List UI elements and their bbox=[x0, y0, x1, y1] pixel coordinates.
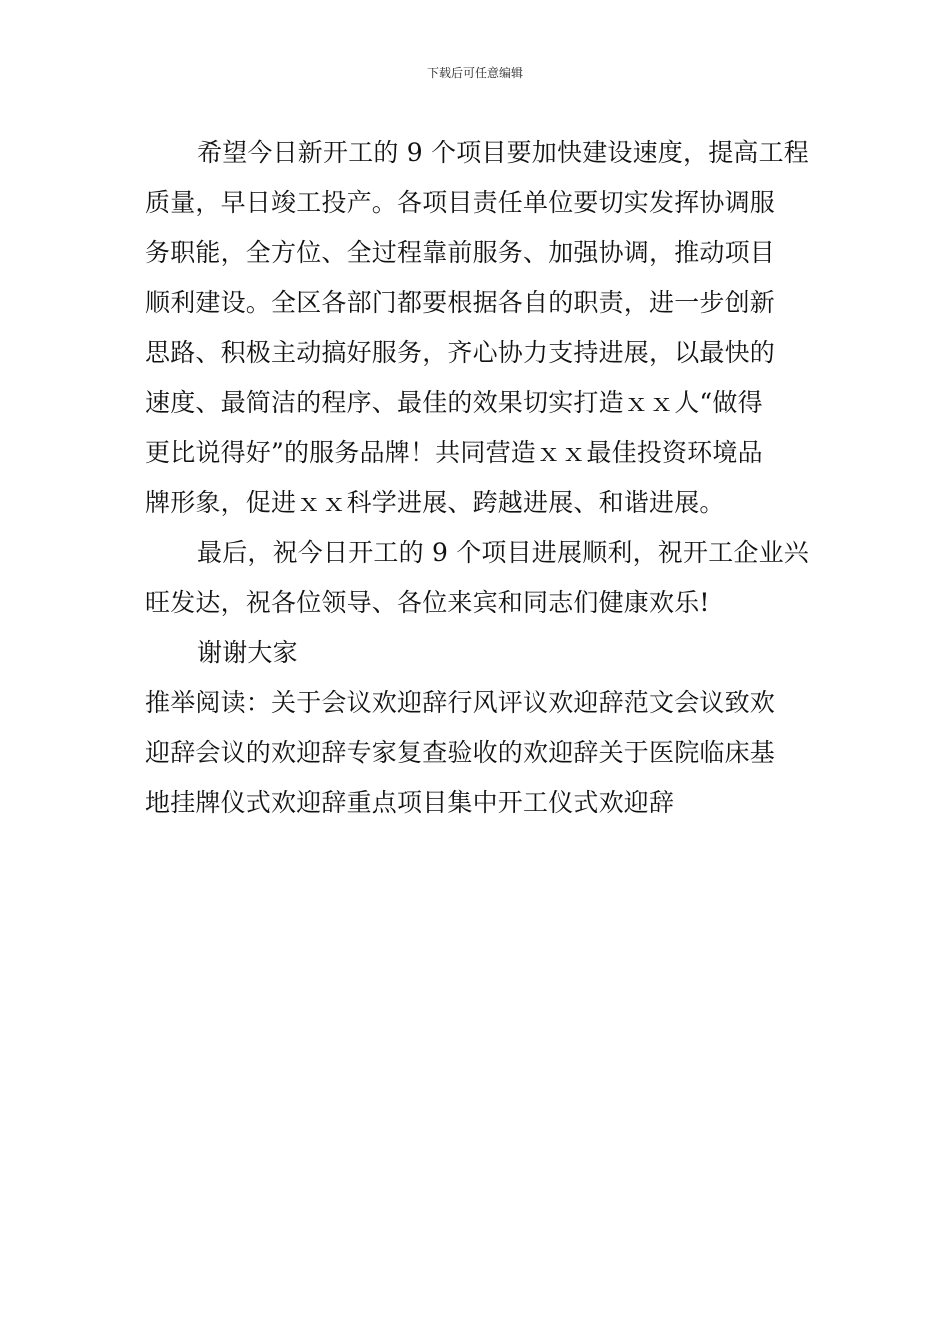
paragraph-line: 希望今日新开工的 9 个项目要加快建设速度，提高工程 bbox=[197, 138, 810, 167]
paragraph-line: 牌形象，促进ｘｘ科学进展、跨越进展、和谐进展。 bbox=[145, 488, 725, 517]
paragraph-3 bbox=[145, 628, 810, 678]
recommended-reading-line: 推举阅读：关于会议欢迎辞行风评议欢迎辞范文会议致欢 bbox=[145, 688, 776, 717]
paragraph-line: 务职能，全方位、全过程靠前服务、加强协调，推动项目 bbox=[145, 238, 776, 267]
paragraph-1 bbox=[145, 128, 810, 528]
paragraph-line: 质量，早日竣工投产。各项目责任单位要切实发挥协调服 bbox=[145, 188, 776, 217]
paragraph-line: 思路、积极主动搞好服务，齐心协力支持进展，以最快的 bbox=[145, 338, 776, 367]
recommended-reading bbox=[145, 678, 810, 828]
paragraph-line: 速度、最简洁的程序、最佳的效果切实打造ｘｘ人“做得 bbox=[145, 388, 763, 417]
document-body bbox=[145, 128, 810, 828]
paragraph-line: 更比说得好”的服务品牌！共同营造ｘｘ最佳投资环境品 bbox=[145, 438, 763, 467]
paragraph-line: 旺发达，祝各位领导、各位来宾和同志们健康欢乐! bbox=[145, 588, 710, 617]
closing-line: 谢谢大家 bbox=[197, 638, 298, 667]
paragraph-line: 顺利建设。全区各部门都要根据各自的职责，进一步创新 bbox=[145, 288, 776, 317]
paragraph-2 bbox=[145, 528, 810, 628]
page-header: 下载后可任意编辑 bbox=[426, 66, 523, 80]
recommended-reading-line: 迎辞会议的欢迎辞专家复查验收的欢迎辞关于医院临床基 bbox=[145, 738, 776, 767]
paragraph-line: 最后，祝今日开工的 9 个项目进展顺利，祝开工企业兴 bbox=[197, 538, 810, 567]
recommended-reading-line: 地挂牌仪式欢迎辞重点项目集中开工仪式欢迎辞 bbox=[145, 788, 675, 817]
